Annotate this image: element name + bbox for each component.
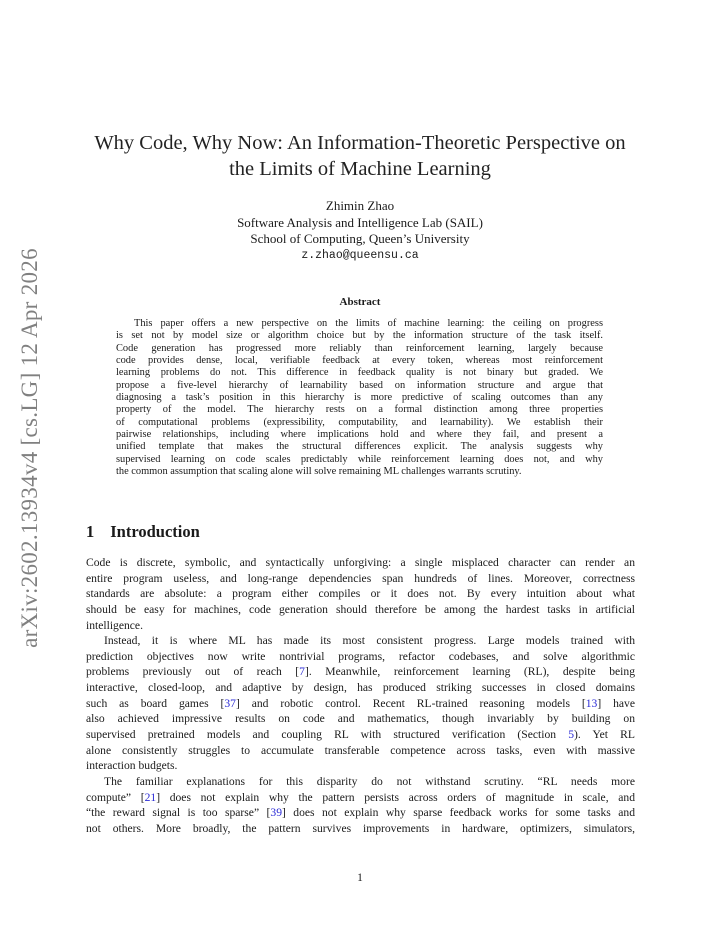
abstract-line: Code generation has progressed more reliably than reinforcement learning, largely because <box>116 342 603 354</box>
abstract-text <box>116 318 603 478</box>
body-line: problems previously out of reach [7]. Meanwhile, reinforcement learning (RL), despite being <box>86 665 635 679</box>
abstract-heading: Abstract <box>339 296 381 308</box>
body-line: standards are absolute: a program either compiles or it does not. By every intuition about what <box>86 587 635 601</box>
body-line: should be easy for machines, code generation should therefore be among the hardest tasks in artificial <box>86 602 635 616</box>
body-line: supervised pretrained models and coupling RL with structured verification (Section 5). Yet RL <box>86 728 635 742</box>
citation-link[interactable]: 39 <box>270 806 282 820</box>
citation-link[interactable]: 37 <box>224 696 236 710</box>
abstract-line: property of the model. The hierarchy rests on a formal distinction among three properties <box>116 404 603 416</box>
author-lab: Software Analysis and Intelligence Lab (SAIL) <box>237 214 483 230</box>
abstract-line: diagnosing a task’s position in this hierarchy is more predictive of scaling outcomes than any <box>116 392 603 404</box>
abstract-line: is set not by model size or algorithm choice but by the information structure of the task itself. <box>116 330 603 342</box>
abstract-line: unified template that makes the structural differences explicit. The analysis suggests why <box>116 441 603 453</box>
body-line: “the reward signal is too sparse” [39] does not explain why sparse feedback works for some tasks and <box>86 806 635 820</box>
body-line: also achieved impressive results on code and mathematics, though invariably by building on <box>86 712 635 726</box>
body-line: The familiar explanations for this disparity do not withstand scrutiny. “RL needs more <box>104 774 635 788</box>
author-email[interactable]: z.zhao@queensu.ca <box>301 248 419 262</box>
abstract-line: of computational problems (expressibility, computability, and learnability). We establish their <box>116 416 603 428</box>
citation-link[interactable]: 21 <box>144 790 157 804</box>
abstract-line: pairwise relationships, including where implications hold and where they fail, and present a <box>116 429 603 441</box>
abstract-line: This paper offers a new perspective on the limits of machine learning: the ceiling on progress <box>134 318 603 329</box>
section-number: 1 <box>86 522 95 541</box>
author-name: Zhimin Zhao <box>325 198 395 213</box>
section-heading <box>86 522 200 542</box>
body-line: prediction objectives now write nontrivial programs, refactor codebases, and solve algorithmic <box>86 649 635 663</box>
body-line: interactive, closed-loop, and adaptive by design, has produced striking successes in closed domains <box>86 681 635 695</box>
body-line: not others. More broadly, the pattern survives improvements in hardware, optimizers, simulators, <box>86 821 635 835</box>
citation-link[interactable]: 5 <box>568 728 574 742</box>
body-line: compute” [21] does not explain why the pattern persists across orders of magnitude in scale, and <box>86 790 635 804</box>
body-line: such as board games [37] and robotic control. Recent RL-trained reasoning models [13] have <box>86 696 635 710</box>
body-line: alone consistently struggles to accumulate transferable competence across tasks, even with massive <box>86 743 635 757</box>
author-block <box>110 198 610 264</box>
section-title: Introduction <box>110 522 200 541</box>
body-line: Instead, it is where ML has made its most consistent progress. Large models trained with <box>104 634 635 648</box>
page-number: 1 <box>357 872 363 884</box>
paper-title <box>70 130 650 182</box>
abstract-line: code provides dense, local, verifiable feedback at every token, whereas most reinforcement <box>116 355 603 367</box>
introduction-body <box>86 555 635 837</box>
citation-link[interactable]: 13 <box>585 696 598 710</box>
abstract-line: the common assumption that scaling alone will solve remaining ML challenges warrants scrutiny. <box>116 466 522 478</box>
arxiv-identifier-stamp: arXiv:2602.13934v4 [cs.LG] 12 Apr 2026 <box>17 248 42 648</box>
citation-link[interactable]: 7 <box>299 665 305 679</box>
body-line: Code is discrete, symbolic, and syntactically unforgiving: a single misplaced character can render an <box>86 556 635 569</box>
body-line: interaction budgets. <box>86 759 178 773</box>
abstract-line: supervised learning on code scales predictably while reinforcement learning does not, and why <box>116 453 603 465</box>
author-school: School of Computing, Queen’s University <box>250 231 470 246</box>
abstract-line: propose a five-level hierarchy of learnability based on information structure and argue that <box>116 379 603 391</box>
body-line: intelligence. <box>86 618 143 632</box>
title-line: Why Code, Why Now: An Information-Theoretic Perspective on <box>94 132 626 154</box>
title-line: the Limits of Machine Learning <box>229 158 491 180</box>
abstract-line: learning problems do not. This difference in feedback quality is not binary but graded. We <box>116 367 603 379</box>
body-line: entire program useless, and long-range dependencies span hundreds of lines. Moreover, correctness <box>86 571 635 585</box>
